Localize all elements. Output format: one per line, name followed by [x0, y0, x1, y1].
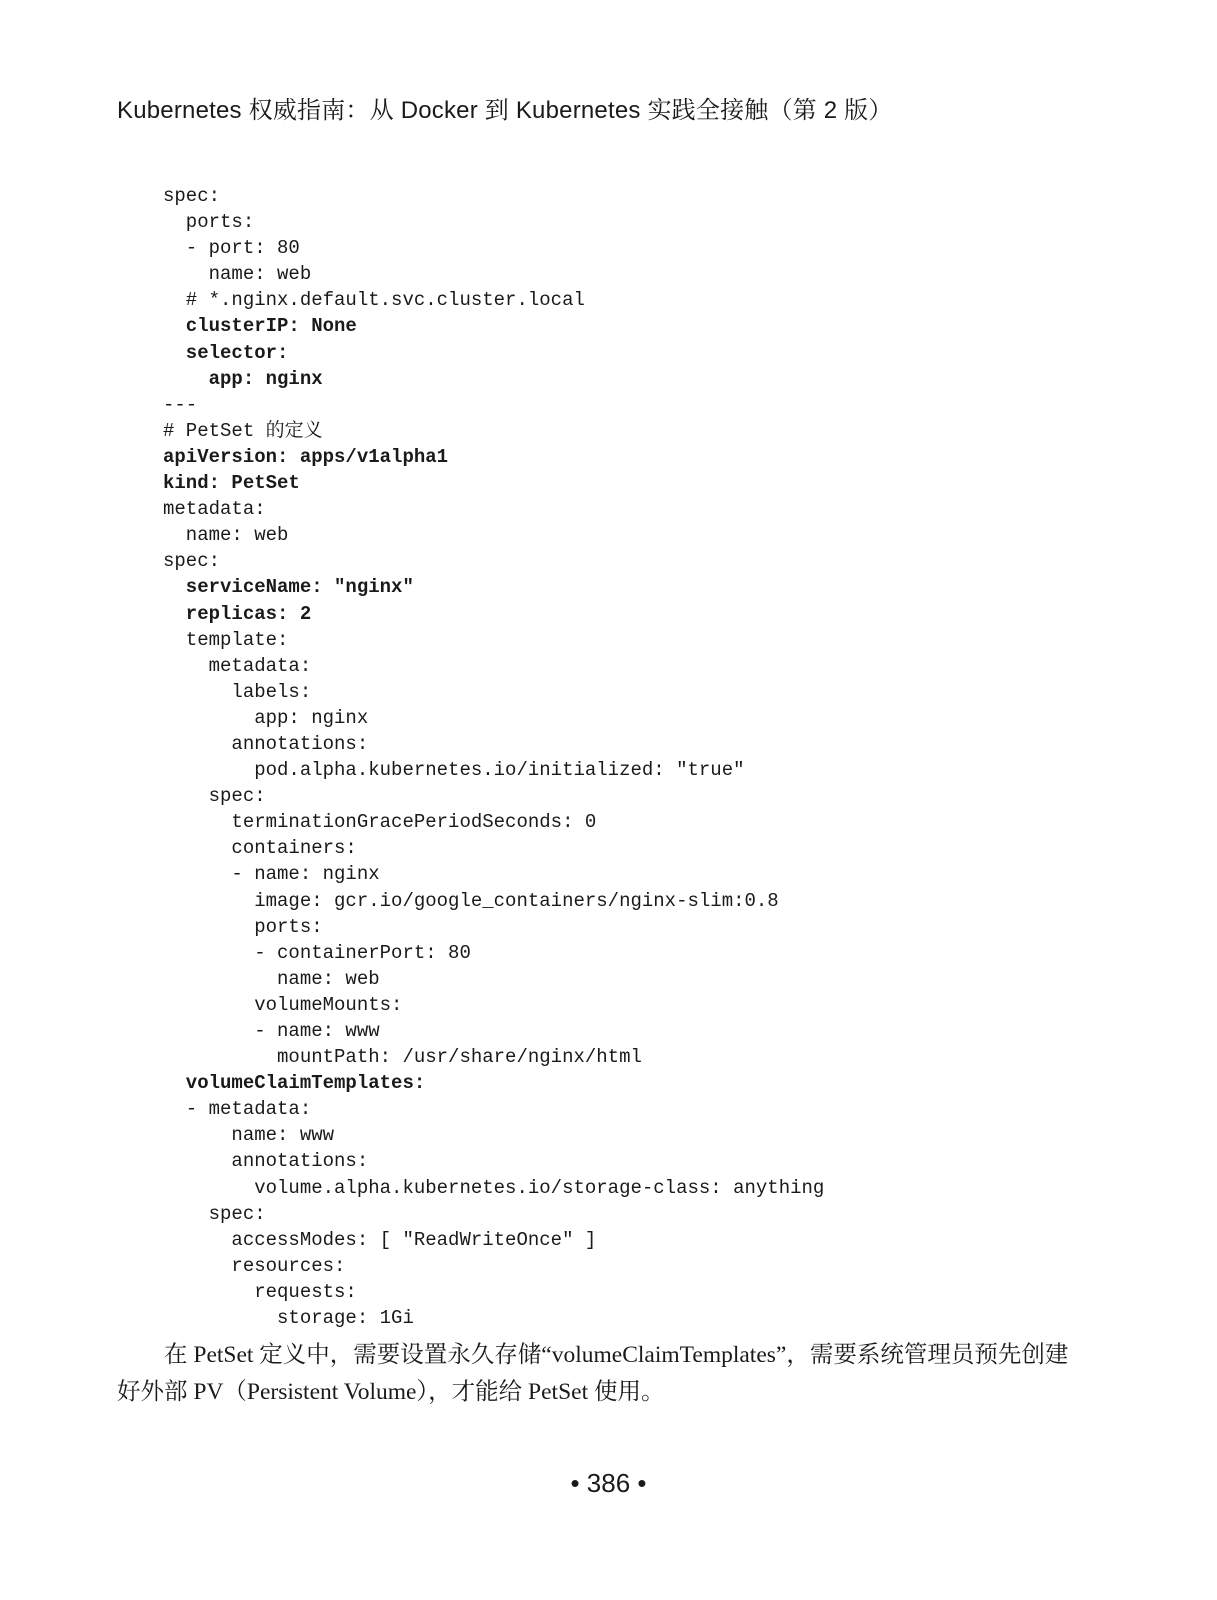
- code-line: # *.nginx.default.svc.cluster.local: [163, 289, 585, 312]
- code-line: mountPath: /usr/share/nginx/html: [163, 1046, 642, 1069]
- body-paragraph: 在 PetSet 定义中，需要设置永久存储“volumeClaimTemplates”，需要系统管理员预先创建好外部 PV（Persistent Volume），才能给 PetSet 使用。: [117, 1342, 1069, 1405]
- code-line: spec:: [163, 185, 221, 207]
- code-line: selector:: [163, 341, 289, 364]
- code-line: volumeMounts:: [163, 993, 403, 1016]
- code-line: terminationGracePeriodSeconds: 0: [163, 811, 597, 834]
- code-line: volumeClaimTemplates:: [163, 1072, 426, 1095]
- code-line: - name: www: [163, 1020, 380, 1042]
- code-line: clusterIP: None: [163, 315, 357, 338]
- code-line: - containerPort: 80: [163, 941, 471, 964]
- code-line: - port: 80: [163, 237, 300, 260]
- code-line: name: web: [163, 524, 289, 547]
- code-line: annotations:: [163, 732, 369, 755]
- code-line: labels:: [163, 680, 312, 703]
- code-line: volume.alpha.kubernetes.io/storage-class: anything: [163, 1176, 825, 1199]
- running-header: Kubernetes 权威指南：从 Docker 到 Kubernetes 实践全接触（第 2 版）: [117, 97, 893, 124]
- code-line: pod.alpha.kubernetes.io/initialized: "true": [163, 759, 745, 782]
- code-line: containers:: [163, 837, 357, 860]
- code-line: name: www: [163, 1124, 335, 1147]
- code-line: kind: PetSet: [163, 472, 300, 495]
- code-line: - metadata:: [163, 1098, 312, 1121]
- code-line: annotations:: [163, 1150, 369, 1173]
- code-line: serviceName: "nginx": [163, 576, 414, 599]
- code-line: accessModes: [ "ReadWriteOnce" ]: [163, 1228, 597, 1251]
- code-line: name: web: [163, 263, 312, 286]
- code-listing: [163, 183, 824, 1331]
- page-number: • 386 •: [570, 1468, 647, 1498]
- code-line: image: gcr.io/google_containers/nginx-slim:0.8: [163, 889, 779, 912]
- code-line: resources:: [163, 1254, 346, 1277]
- code-line: template:: [163, 628, 289, 651]
- code-line: # PetSet 的定义: [163, 419, 323, 442]
- code-line: app: nginx: [163, 706, 369, 729]
- code-line: ports:: [163, 211, 255, 234]
- code-line: ---: [163, 393, 198, 416]
- code-line: metadata:: [163, 654, 312, 677]
- code-line: app: nginx: [163, 367, 323, 390]
- code-line: spec:: [163, 785, 266, 808]
- code-line: name: web: [163, 967, 380, 990]
- code-line: replicas: 2: [163, 602, 312, 625]
- code-line: metadata:: [163, 498, 266, 521]
- code-line: apiVersion: apps/v1alpha1: [163, 445, 449, 468]
- code-line: spec:: [163, 550, 221, 573]
- code-line: ports:: [163, 915, 323, 938]
- code-line: storage: 1Gi: [163, 1307, 414, 1330]
- code-line: spec:: [163, 1202, 266, 1225]
- code-line: - name: nginx: [163, 863, 380, 886]
- code-line: requests:: [163, 1280, 357, 1303]
